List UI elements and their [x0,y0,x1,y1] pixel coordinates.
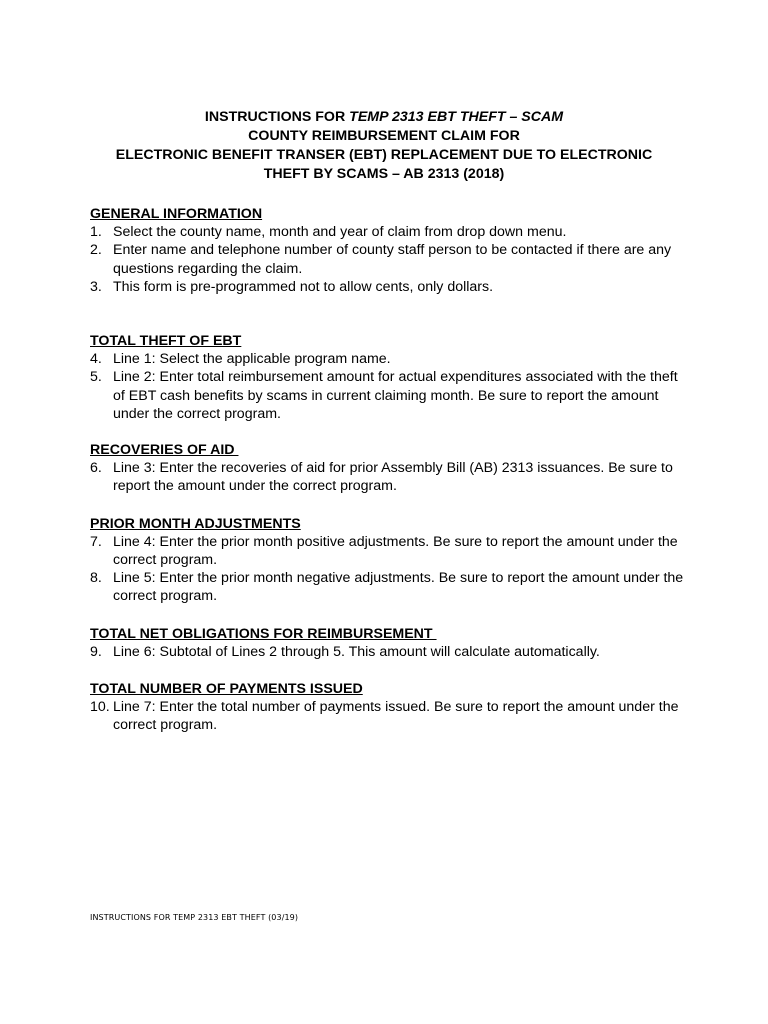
item-number: 6. [90,460,102,477]
title-line-4: THEFT BY SCAMS – AB 2313 (2018) [263,166,505,182]
item-number: 9. [90,643,102,660]
item-number: 8. [90,570,102,587]
list-item [90,241,690,277]
page-footer: INSTRUCTIONS FOR TEMP 2313 EBT THEFT (03/19) [90,913,299,922]
list-item [90,533,690,569]
title-line-3: ELECTRONIC BENEFIT TRANSER (EBT) REPLACEMENT DUE TO ELECTRONIC [115,147,653,163]
section-total-net-obligations [90,625,690,661]
section-heading: TOTAL THEFT OF EBT [90,333,242,350]
item-text: This form is pre-programmed not to allow cents, only dollars. [113,278,494,295]
section-heading: GENERAL INFORMATION [90,206,263,222]
section-heading: RECOVERIES OF AID [90,442,239,459]
item-text: Select the county name, month and year of claim from drop down menu. [113,224,567,241]
section-heading: TOTAL NET OBLIGATIONS FOR REIMBURSEMENT [90,625,437,642]
item-text: Line 3: Enter the recoveries of aid for prior Assembly Bill (AB) 2313 issuances. Be sure to report the amount under the correct program. [113,460,673,495]
item-number: 7. [90,533,102,550]
list-item [90,350,690,368]
item-text: Line 7: Enter the total number of payments issued. Be sure to report the amount under the correct program. [113,699,679,734]
section-heading: TOTAL NUMBER OF PAYMENTS ISSUED [90,681,363,698]
list-item [90,643,690,661]
title-prefix: INSTRUCTIONS FOR [204,109,350,125]
item-number: 2. [90,242,102,259]
title-line-1 [0,108,768,127]
item-text: Line 6: Subtotal of Lines 2 through 5. This amount will calculate automatically. [113,643,600,660]
list-item [90,569,690,605]
item-text: Enter name and telephone number of county staff person to be contacted if there are any questions regarding the claim. [113,242,672,277]
section-total-theft-of-ebt [90,332,690,423]
instruction-sections [90,205,690,735]
list-item [90,223,690,241]
item-number: 4. [90,351,102,368]
section-prior-month-adjustments [90,515,690,606]
item-number: 10. [90,699,110,716]
item-number: 1. [90,224,102,241]
section-recoveries-of-aid [90,441,690,496]
title-form-name: TEMP 2313 EBT THEFT – SCAM [349,109,564,125]
item-text: Line 4: Enter the prior month positive adjustments. Be sure to report the amount under the correct program. [113,533,678,569]
document-title [0,108,768,184]
list-item [90,459,690,495]
item-number: 3. [90,278,102,295]
list-item [90,278,690,296]
list-item [90,368,690,423]
item-text: Line 5: Enter the prior month negative adjustments. Be sure to report the amount under the correct program. [113,570,684,605]
item-number: 5. [90,369,102,386]
section-heading: PRIOR MONTH ADJUSTMENTS [90,515,301,532]
title-line-2: COUNTY REIMBURSEMENT CLAIM FOR [248,128,520,144]
section-general-information [90,205,690,296]
item-text: Line 1: Select the applicable program name. [113,351,391,368]
list-item [90,698,690,734]
item-text: Line 2: Enter total reimbursement amount for actual expenditures associated with the theft of EBT cash benefits by scams in current claiming month. Be sure to report the amount under the correct program. [113,369,678,422]
section-total-number-of-payments [90,680,690,735]
